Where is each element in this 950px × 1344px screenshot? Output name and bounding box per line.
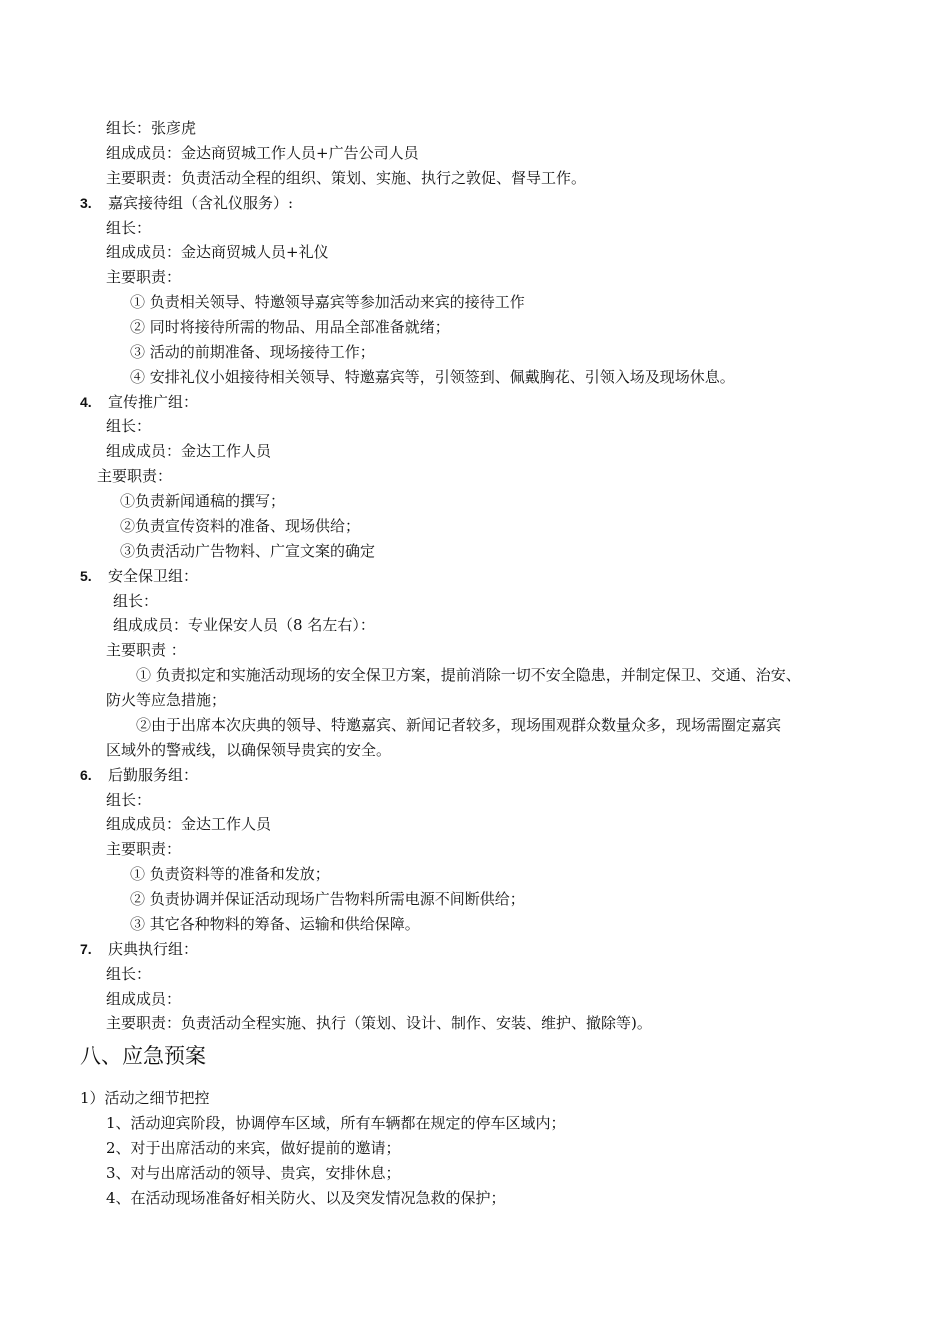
group7-members: 组成成员： xyxy=(106,990,182,1008)
group3-leader: 组长： xyxy=(106,219,152,237)
group4-leader: 组长： xyxy=(106,417,152,435)
contingency-item: 3、对与出席活动的领导、贵宾，安排休息； xyxy=(106,1164,401,1182)
group5-duty-heading: 主要职责 ： xyxy=(106,641,186,659)
group7-duty: 主要职责：负责活动全程实施、执行（策划、设计、制作、安装、维护、撤除等)。 xyxy=(106,1014,652,1032)
group2-members: 组成成员：金达商贸城工作人员+广告公司人员 xyxy=(106,144,419,162)
group3-duty-item: ④ 安排礼仪小姐接待相关领导、特邀嘉宾等，引领签到、佩戴胸花、引领入场及现场休息。 xyxy=(130,368,735,386)
group2-leader: 组长：张彦虎 xyxy=(106,119,197,137)
section-heading: 八、应急预案 xyxy=(80,1044,206,1068)
group5-leader: 组长： xyxy=(113,592,159,610)
group5-title: 安全保卫组： xyxy=(108,567,199,585)
group6-members: 组成成员：金达工作人员 xyxy=(106,815,272,833)
group5-members: 组成成员：专业保安人员（8 名左右）： xyxy=(113,616,375,634)
group6-number: 6. xyxy=(80,767,92,783)
group3-title: 嘉宾接待组（含礼仪服务）: xyxy=(108,194,294,212)
contingency-item: 2、对于出席活动的来宾，做好提前的邀请； xyxy=(106,1139,401,1157)
group6-title: 后勤服务组： xyxy=(108,766,199,784)
group4-duty-item: ②负责宣传资料的准备、现场供给； xyxy=(120,517,361,535)
group6-duty-item: ③ 其它各种物料的筹备、运输和供给保障。 xyxy=(130,915,420,933)
group4-duty-item: ①负责新闻通稿的撰写； xyxy=(120,492,286,510)
group3-members: 组成成员：金达商贸城人员+礼仪 xyxy=(106,243,329,261)
group4-duty-heading: 主要职责： xyxy=(97,467,173,485)
group3-number: 3. xyxy=(80,195,92,211)
group4-title: 宣传推广组： xyxy=(108,393,199,411)
subsection-heading: 1）活动之细节把控 xyxy=(80,1089,210,1107)
group6-duty-item: ① 负责资料等的准备和发放； xyxy=(130,865,330,883)
group3-duty-item: ② 同时将接待所需的物品、用品全部准备就绪； xyxy=(130,318,450,336)
group5-duty-item: ②由于出席本次庆典的领导、特邀嘉宾、新闻记者较多，现场围观群众数量众多，现场需圈定嘉宾 xyxy=(136,716,782,734)
group4-members: 组成成员：金达工作人员 xyxy=(106,442,272,460)
group6-duty-heading: 主要职责： xyxy=(106,840,182,858)
group5-duty-item-cont: 区域外的警戒线，以确保领导贵宾的安全。 xyxy=(106,741,392,759)
group7-number: 7. xyxy=(80,941,92,957)
group3-duty-heading: 主要职责： xyxy=(106,268,182,286)
contingency-item: 1、活动迎宾阶段，协调停车区域，所有车辆都在规定的停车区域内； xyxy=(106,1114,566,1132)
group3-duty-item: ③ 活动的前期准备、现场接待工作； xyxy=(130,343,375,361)
group7-title: 庆典执行组： xyxy=(108,940,199,958)
group4-duty-item: ③负责活动广告物料、广宣文案的确定 xyxy=(120,542,376,560)
group6-duty-item: ② 负责协调并保证活动现场广告物料所需电源不间断供给； xyxy=(130,890,525,908)
group3-duty-item: ① 负责相关领导、特邀领导嘉宾等参加活动来宾的接待工作 xyxy=(130,293,525,311)
group4-number: 4. xyxy=(80,394,92,410)
group5-number: 5. xyxy=(80,568,92,584)
group5-duty-item: ① 负责拟定和实施活动现场的安全保卫方案，提前消除一切不安全隐患，并制定保卫、交通、治安、 xyxy=(136,666,801,684)
group5-duty-item-cont: 防火等应急措施； xyxy=(106,691,227,709)
group2-duty: 主要职责：负责活动全程的组织、策划、实施、执行之敦促、督导工作。 xyxy=(106,169,587,187)
group6-leader: 组长： xyxy=(106,791,152,809)
contingency-item: 4、在活动现场准备好相关防火、以及突发情况急救的保护； xyxy=(106,1189,506,1207)
group7-leader: 组长： xyxy=(106,965,152,983)
